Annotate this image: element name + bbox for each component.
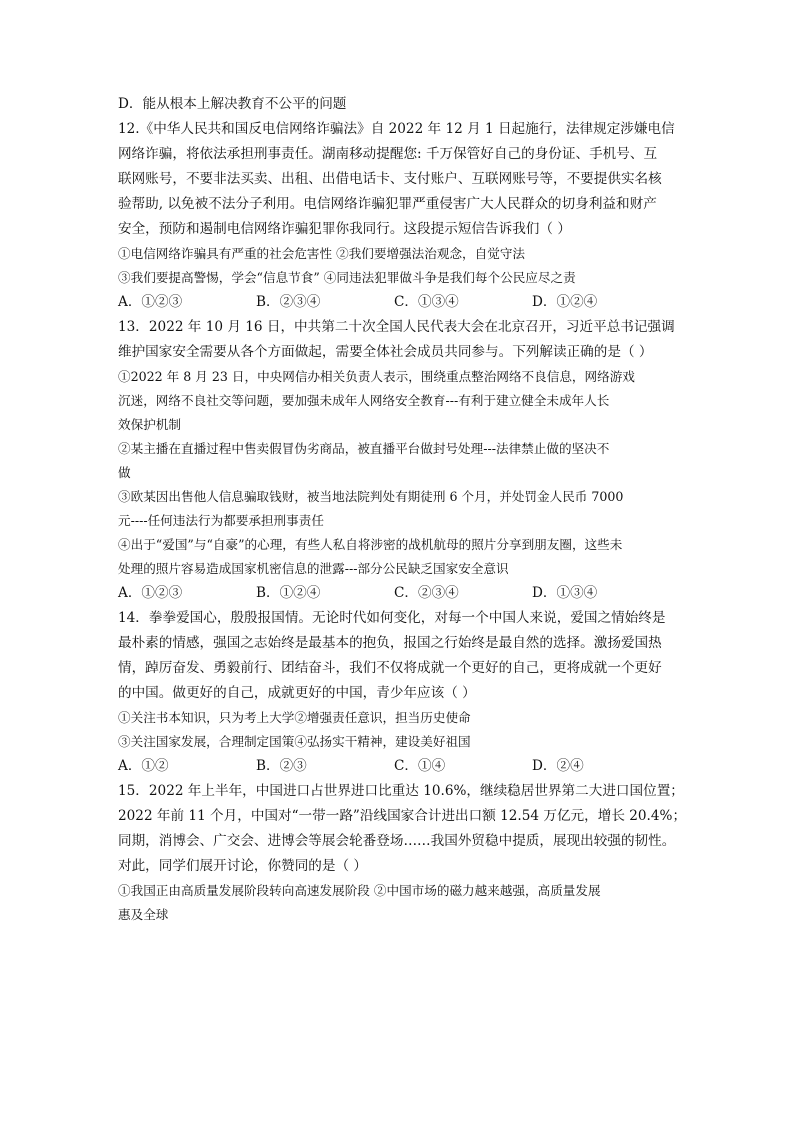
q12-stem-line: 验帮助, 以免被不法分子利用。电信网络诈骗犯罪严重侵害广大人民群众的切身利益和财产 (118, 196, 657, 212)
q14-stem-line: 最朴素的情感，强国之志始终是最基本的抱负，报国之行始终是最自然的选择。激扬爱国热 (118, 635, 662, 651)
q13-item-line: ②某主播在直播过程中售卖假冒伪劣商品，被直播平台做封号处理---法律禁止做的坚决不 (118, 441, 610, 456)
q15-item-line: ①我国正由高质量发展阶段转向高速发展阶段 ②中国市场的磁力越来越强，高质量发展 (118, 883, 601, 898)
q13-stem-line: 13．2022 年 10 月 16 日，中共第二十次全国人民代表大会在北京召开，习近平总书记强调 (118, 319, 675, 335)
q12-stem-line: 网络诈骗，将依法承担刑事责任。湖南移动提醒您: 千万保管好自己的身份证、手机号、互 (118, 146, 658, 162)
q12-item-line: ①电信网络诈骗具有严重的社会危害性 ②我们要增强法治观念，自觉守法 (118, 246, 526, 261)
q13-item-line: ①2022 年 8 月 23 日，中央网信办相关负责人表示，围绕重点整治网络不良信息，网络游戏 (118, 369, 635, 384)
q14-item-line: ③关注国家发展，合理制定国策④弘扬实干精神，建设美好祖国 (118, 734, 471, 749)
q13-item-line: ③欧某因出售他人信息骗取钱财，被当地法院判处有期徒刑 6 个月，并处罚金人民币 7000 (118, 489, 624, 504)
q11-option-d: D．能从根本上解决教育不公平的问题 (118, 96, 347, 112)
q14-option-d: D．②④ (532, 758, 584, 774)
q13-option-b: B．①②④ (256, 585, 321, 601)
q12-stem-line: 联网账号，不要非法买卖、出租、出借电话卡、支付账户、互联网账号等，不要提供实名核 (118, 171, 662, 187)
q14-stem-line: 情，踔厉奋发、勇毅前行、团结奋斗，我们不仅将成就一个更好的自己，更将成就一个更好 (118, 660, 662, 676)
q13-option-d: D．①③④ (532, 585, 598, 601)
q15-stem-line: 2022 年前 11 个月，中国对“一带一路”沿线国家合计进出口额 12.54 万亿元，增长 20.4%； (118, 808, 687, 824)
q12-option-c: C．①③④ (394, 294, 459, 310)
q14-options (118, 754, 678, 779)
q13-option-c: C．②③④ (394, 585, 459, 601)
q14-option-a: A．①② (118, 758, 169, 774)
q12-options (118, 290, 678, 315)
q15-stem-line: 同期，消博会、广交会、进博会等展会轮番登场……我国外贸稳中提质，展现出较强的韧性。 (118, 833, 676, 849)
q14-stem-line: 14．拳拳爱国心，殷殷报国情。无论时代如何变化，对每一个中国人来说，爱国之情始终是 (118, 610, 666, 626)
q14-item-line: ①关注书本知识，只为考上大学②增强责任意识，担当历史使命 (118, 710, 471, 725)
q13-option-a: A．①②③ (118, 585, 183, 601)
q14-option-c: C．①④ (394, 758, 446, 774)
q13-item-line: 做 (118, 465, 131, 480)
question-12 (118, 117, 678, 315)
question-15 (118, 779, 687, 927)
q13-item-line: ④出于“爱国”与“自豪”的心理，有些人私自将涉密的战机航母的照片分享到朋友圈，这些未 (118, 537, 623, 552)
q13-item-line: 处理的照片容易造成国家机密信息的泄露---部分公民缺乏国家安全意识 (118, 561, 509, 576)
q15-stem-line: 15．2022 年上半年，中国进口占世界进口比重达 10.6%，继续稳居世界第二大进口国位置； (118, 783, 684, 799)
q12-option-d: D．①②④ (532, 294, 598, 310)
q12-stem-line: 安全，预防和遏制电信网络诈骗犯罪你我同行。这段提示短信告诉我们（ ） (118, 221, 571, 237)
q13-options (118, 581, 678, 606)
q12-item-line: ③我们要提高警惕，学会“信息节食” ④同违法犯罪做斗争是我们每个公民应尽之责 (118, 270, 576, 285)
q13-item-line: 沉迷，网络不良社交等问题，要加强未成年人网络安全教育---有利于建立健全未成年人长 (118, 393, 610, 408)
q14-option-b: B．②③ (256, 758, 307, 774)
q13-stem-line: 维护国家安全需要从各个方面做起，需要全体社会成员共同参与。下列解读正确的是（ ） (118, 344, 653, 360)
q14-stem-line: 的中国。做更好的自己，成就更好的中国，青少年应该（ ） (118, 685, 476, 701)
q15-item-line: 惠及全球 (118, 907, 169, 922)
q12-stem-line: 12.《中华人民共和国反电信网络诈骗法》自 2022 年 12 月 1 日起施行，法律规定涉嫌电信 (118, 121, 675, 137)
q15-stem-line: 对此，同学们展开讨论，你赞同的是（ ） (118, 858, 368, 874)
question-14 (118, 606, 678, 779)
q12-option-a: A．①②③ (118, 294, 183, 310)
q13-item-line: 效保护机制 (118, 417, 181, 432)
q13-item-line: 元----任何违法行为都要承担刑事责任 (118, 513, 324, 528)
exam-page (118, 92, 687, 927)
q12-option-b: B．②③④ (256, 294, 321, 310)
question-13 (118, 315, 678, 606)
